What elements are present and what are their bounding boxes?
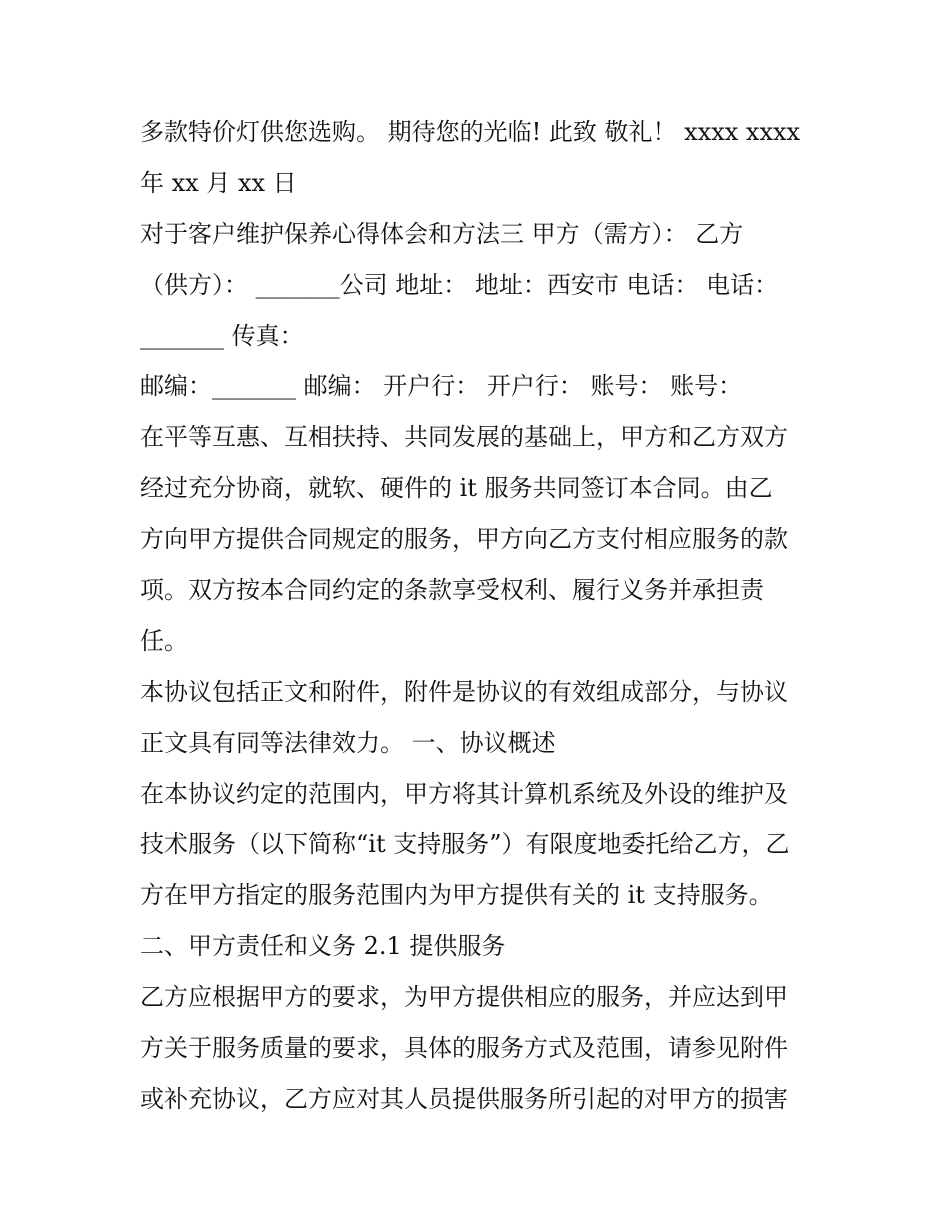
text-line: （供方）： _______公司 地址： 地址：西安市 电话： 电话： — [140, 270, 779, 299]
text-line: 邮编：_______ 邮编： 开户行： 开户行： 账号： 账号： — [140, 372, 743, 401]
text-line: 本协议包括正文和附件，附件是协议的有效组成部分，与协议 — [140, 677, 788, 706]
text-line: 多款特价灯供您选购。 期待您的光临! 此致 敬礼！ xxxx xxxx — [140, 118, 801, 146]
text-line: 方向甲方提供合同规定的服务，甲方向乙方支付相应服务的款 — [140, 525, 788, 554]
text-line: 对于客户维护保养心得体会和方法三 甲方（需方）： 乙方 — [140, 219, 744, 248]
text-line: 在本协议约定的范围内，甲方将其计算机系统及外设的维护及 — [140, 779, 788, 808]
text-line: 二、甲方责任和义务 2.1 提供服务 — [140, 932, 506, 961]
text-line: 技术服务（以下简称“it 支持服务”）有限度地委托给乙方，乙 — [140, 830, 790, 859]
text-line: 任。 — [140, 626, 188, 655]
text-line: _______ 传真： — [140, 321, 304, 350]
text-line: 方关于服务质量的要求，具体的服务方式及范围，请参见附件 — [140, 1034, 788, 1063]
text-line: 正文具有同等法律效力。 一、协议概述 — [140, 728, 556, 757]
text-line: 经过充分协商，就软、硬件的 it 服务共同签订本合同。由乙 — [140, 474, 773, 503]
text-line: 方在甲方指定的服务范围内为甲方提供有关的 it 支持服务。 — [140, 881, 773, 910]
text-line: 乙方应根据甲方的要求，为甲方提供相应的服务，并应达到甲 — [140, 983, 788, 1012]
text-line: 或补充协议，乙方应对其人员提供服务所引起的对甲方的损害 — [140, 1084, 788, 1113]
text-line: 项。双方按本合同约定的条款享受权利、履行义务并承担责 — [140, 576, 764, 605]
text-line: 年 xx 月 xx 日 — [140, 168, 297, 197]
document-body — [140, 107, 820, 1125]
text-line: 在平等互惠、互相扶持、共同发展的基础上，甲方和乙方双方 — [140, 423, 788, 452]
